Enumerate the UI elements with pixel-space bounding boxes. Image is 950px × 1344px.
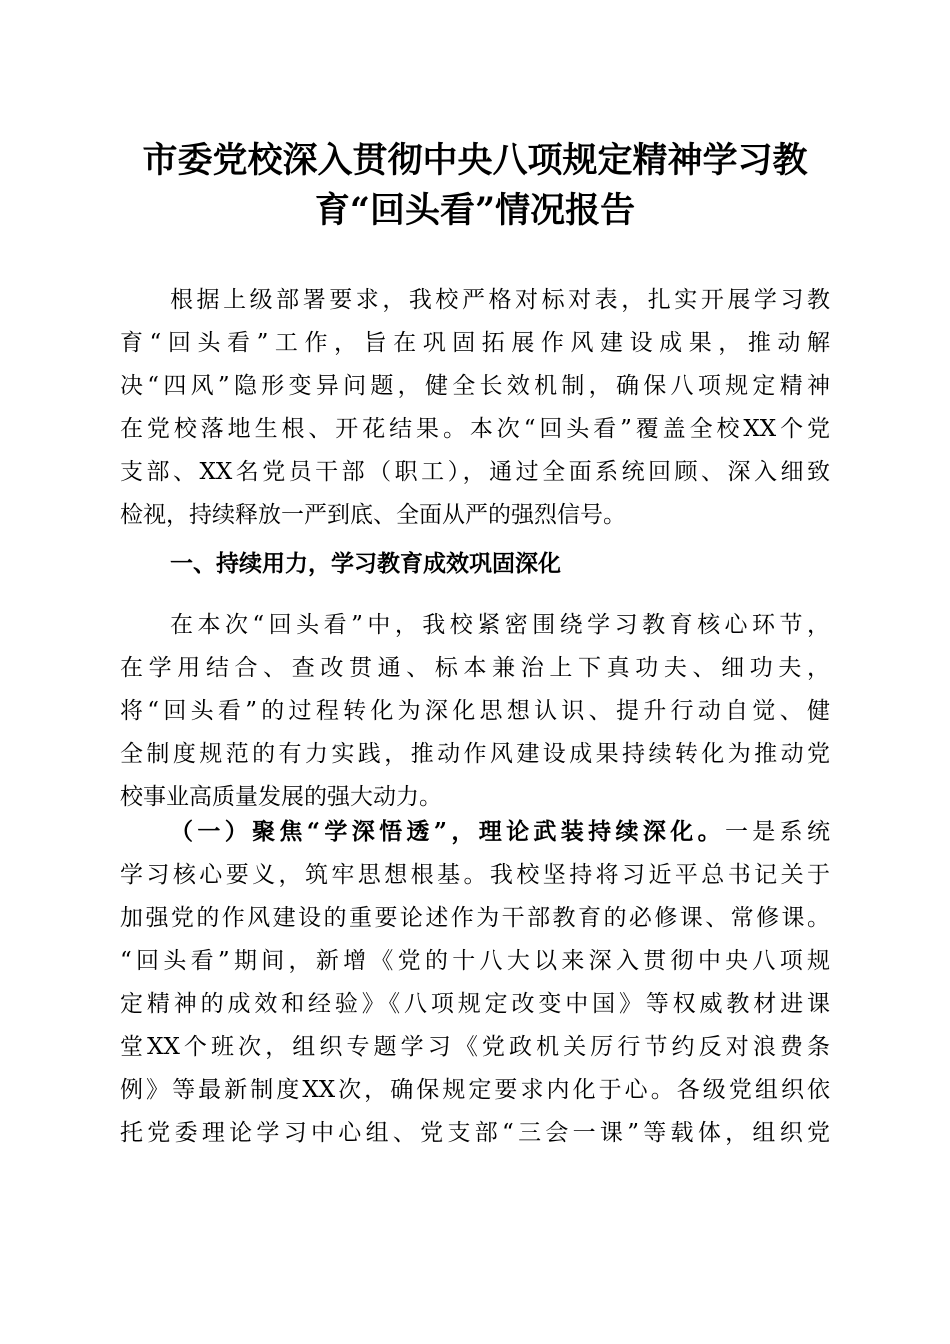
subsection-1-line-3: 加强党的作风建设的重要论述作为干部教育的必修课、常修课。 (120, 905, 830, 931)
section-1-line-5: 校事业高质量发展的强大动力。 (120, 784, 442, 810)
subsection-1-line-4: “回头看”期间，新增《党的十八大以来深入贯彻中央八项规 (120, 948, 830, 974)
document-title-line-1: 市委党校深入贯彻中央八项规定精神学习教 (142, 140, 808, 181)
subsection-1-line-6: 堂XX个班次，组织专题学习《党政机关厉行节约反对浪费条 (120, 1034, 830, 1060)
section-1-line-2: 在学用结合、查改贯通、标本兼治上下真功夫、细功夫， (120, 655, 830, 681)
subsection-1-line-5: 定精神的成效和经验》《八项规定改变中国》等权威教材进课 (120, 991, 830, 1017)
section-1-line-1: 在本次“回头看”中，我校紧密围绕学习教育核心环节， (170, 612, 830, 638)
subsection-1-heading: （一）聚焦“学深悟透”，理论武装持续深化。 (170, 818, 725, 845)
subsection-1-line-7: 例》等最新制度XX次，确保规定要求内化于心。各级党组织依 (120, 1077, 830, 1103)
subsection-1-line-1 (170, 818, 830, 846)
subsection-1-line-1-rest: 一是系统 (724, 819, 831, 845)
intro-line-6: 检视，持续释放一严到底、全面从严的强烈信号。 (120, 502, 626, 528)
intro-line-1: 根据上级部署要求，我校严格对标对表，扎实开展学习教 (170, 287, 830, 313)
document-title-line-2: 育“回头看”情况报告 (314, 190, 636, 231)
subsection-1-line-2: 学习核心要义，筑牢思想根基。我校坚持将习近平总书记关于 (120, 862, 830, 888)
section-1-heading: 一、持续用力，学习教育成效巩固深化 (170, 551, 561, 577)
section-1-line-3: 将“回头看”的过程转化为深化思想认识、提升行动自觉、健 (120, 698, 830, 724)
intro-line-2: 育“回头看”工作，旨在巩固拓展作风建设成果，推动解 (120, 330, 830, 356)
section-1-line-4: 全制度规范的有力实践，推动作风建设成果持续转化为推动党 (120, 741, 830, 767)
intro-line-5: 支部、XX名党员干部（职工），通过全面系统回顾、深入细致 (120, 459, 830, 485)
subsection-1-line-8: 托党委理论学习中心组、党支部“三会一课”等载体，组织党 (120, 1120, 830, 1146)
intro-line-3: 决“四风”隐形变异问题，健全长效机制，确保八项规定精神 (120, 373, 830, 399)
intro-line-4: 在党校落地生根、开花结果。本次“回头看”覆盖全校XX个党 (120, 416, 830, 442)
